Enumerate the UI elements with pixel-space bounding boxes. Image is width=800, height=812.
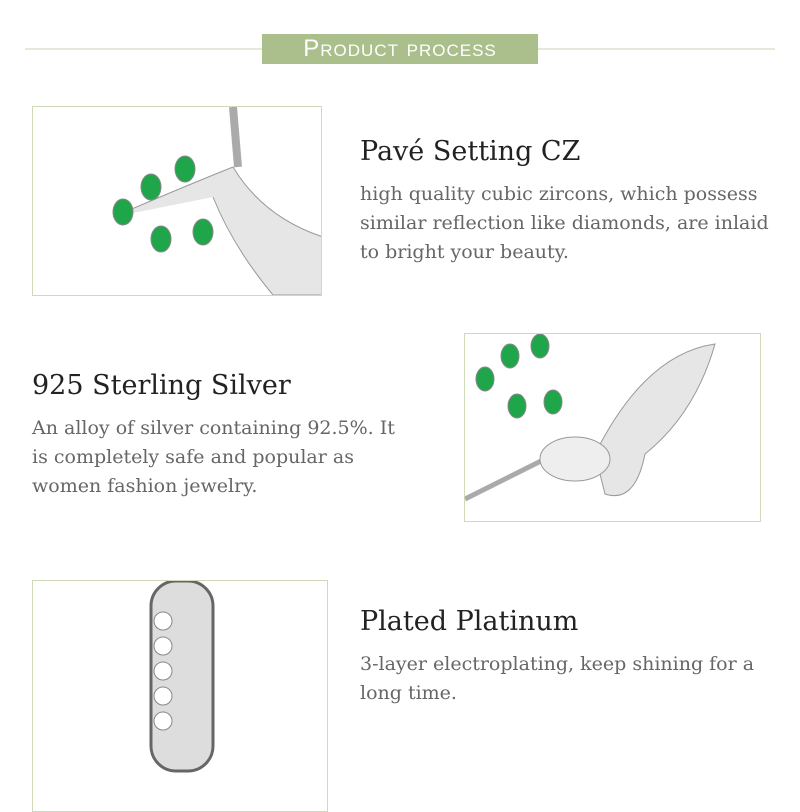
product-image-silver (464, 333, 761, 522)
section-banner: Product process (262, 34, 538, 64)
section-description: 3-layer electroplating, keep shining for a long time. (360, 653, 755, 704)
section-title: 925 Sterling Silver (32, 370, 291, 401)
product-image-pave (32, 106, 322, 296)
section-title: Pavé Setting CZ (360, 136, 581, 167)
section-title: Plated Platinum (360, 606, 579, 637)
section-description: An alloy of silver containing 92.5%. It is completely safe and popular as women fashion jewelry. (32, 417, 395, 497)
product-image-platinum (32, 580, 328, 812)
section-description: high quality cubic zircons, which possess similar reflection like diamonds, are inlaid to bright your beauty. (360, 183, 769, 263)
